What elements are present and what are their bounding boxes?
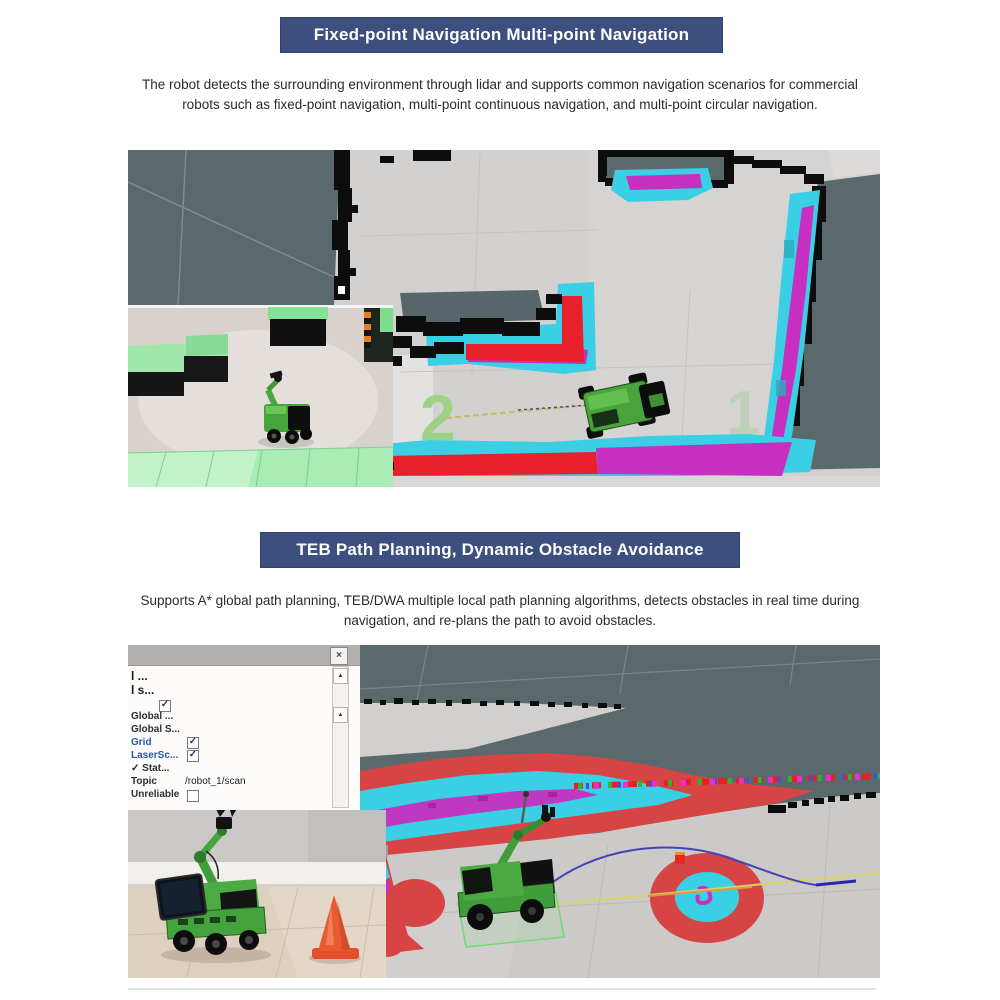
panel-row-global-s[interactable]: Global S... xyxy=(131,724,180,735)
inset-photo-cone xyxy=(128,803,386,978)
waypoint-label-2: 2 xyxy=(420,382,456,454)
waypoint-label-1: 1 xyxy=(726,379,761,448)
panel-row-truncated-1[interactable]: l ... xyxy=(131,669,148,683)
section2-banner-label: TEB Path Planning, Dynamic Obstacle Avoidance xyxy=(296,540,704,559)
panel-row-laserscan[interactable]: LaserSc... xyxy=(131,750,179,761)
rviz-displays-panel xyxy=(128,645,360,810)
checkbox-checked[interactable]: ✓ xyxy=(188,736,198,747)
obstacle-avoidance-screenshot xyxy=(128,645,880,978)
panel-row-topic-label[interactable]: Topic xyxy=(131,776,157,787)
section1-description: The robot detects the surrounding environment through lidar and supports common navigation scenarios for commercial robots such as fixed-point navigation, multi-point continuous navigation, and multi-point circular navigation. xyxy=(142,77,858,112)
panel-titlebar[interactable] xyxy=(128,645,360,666)
checkbox-checked[interactable]: ✓ xyxy=(160,699,170,710)
status-ok-check-icon: ✓ xyxy=(131,763,140,774)
panel-row-grid[interactable]: Grid xyxy=(131,737,152,748)
section2-banner xyxy=(260,532,740,568)
topic-value[interactable]: /robot_1/scan xyxy=(185,776,246,787)
scroll-up-icon[interactable]: ▲ xyxy=(333,668,348,684)
rviz-map-view xyxy=(128,150,880,487)
panel-row-global[interactable]: Global ... xyxy=(131,711,174,722)
navigation-map-screenshot xyxy=(128,150,880,487)
scroll-up-icon[interactable]: ▲ xyxy=(333,707,348,723)
close-icon[interactable]: × xyxy=(330,647,348,665)
section2-description: Supports A* global path planning, TEB/DWA multiple local path planning algorithms, detects obstacles in real time during navigation, and re-plans the path to avoid obstacles. xyxy=(140,593,860,628)
inset-photo-arena xyxy=(128,305,393,487)
panel-row-unreliable[interactable]: Unreliable xyxy=(131,789,180,800)
panel-scrollbar[interactable] xyxy=(332,666,349,808)
section1-banner-label: Fixed-point Navigation Multi-point Navigation xyxy=(313,25,690,44)
section-divider xyxy=(128,988,876,990)
panel-row-truncated-2[interactable]: l s... xyxy=(131,683,155,697)
checkbox-unchecked[interactable] xyxy=(187,790,199,802)
panel-row-status[interactable]: ✓ Stat... xyxy=(131,763,170,774)
checkbox-checked[interactable]: ✓ xyxy=(188,749,198,760)
section1-banner xyxy=(280,17,723,53)
